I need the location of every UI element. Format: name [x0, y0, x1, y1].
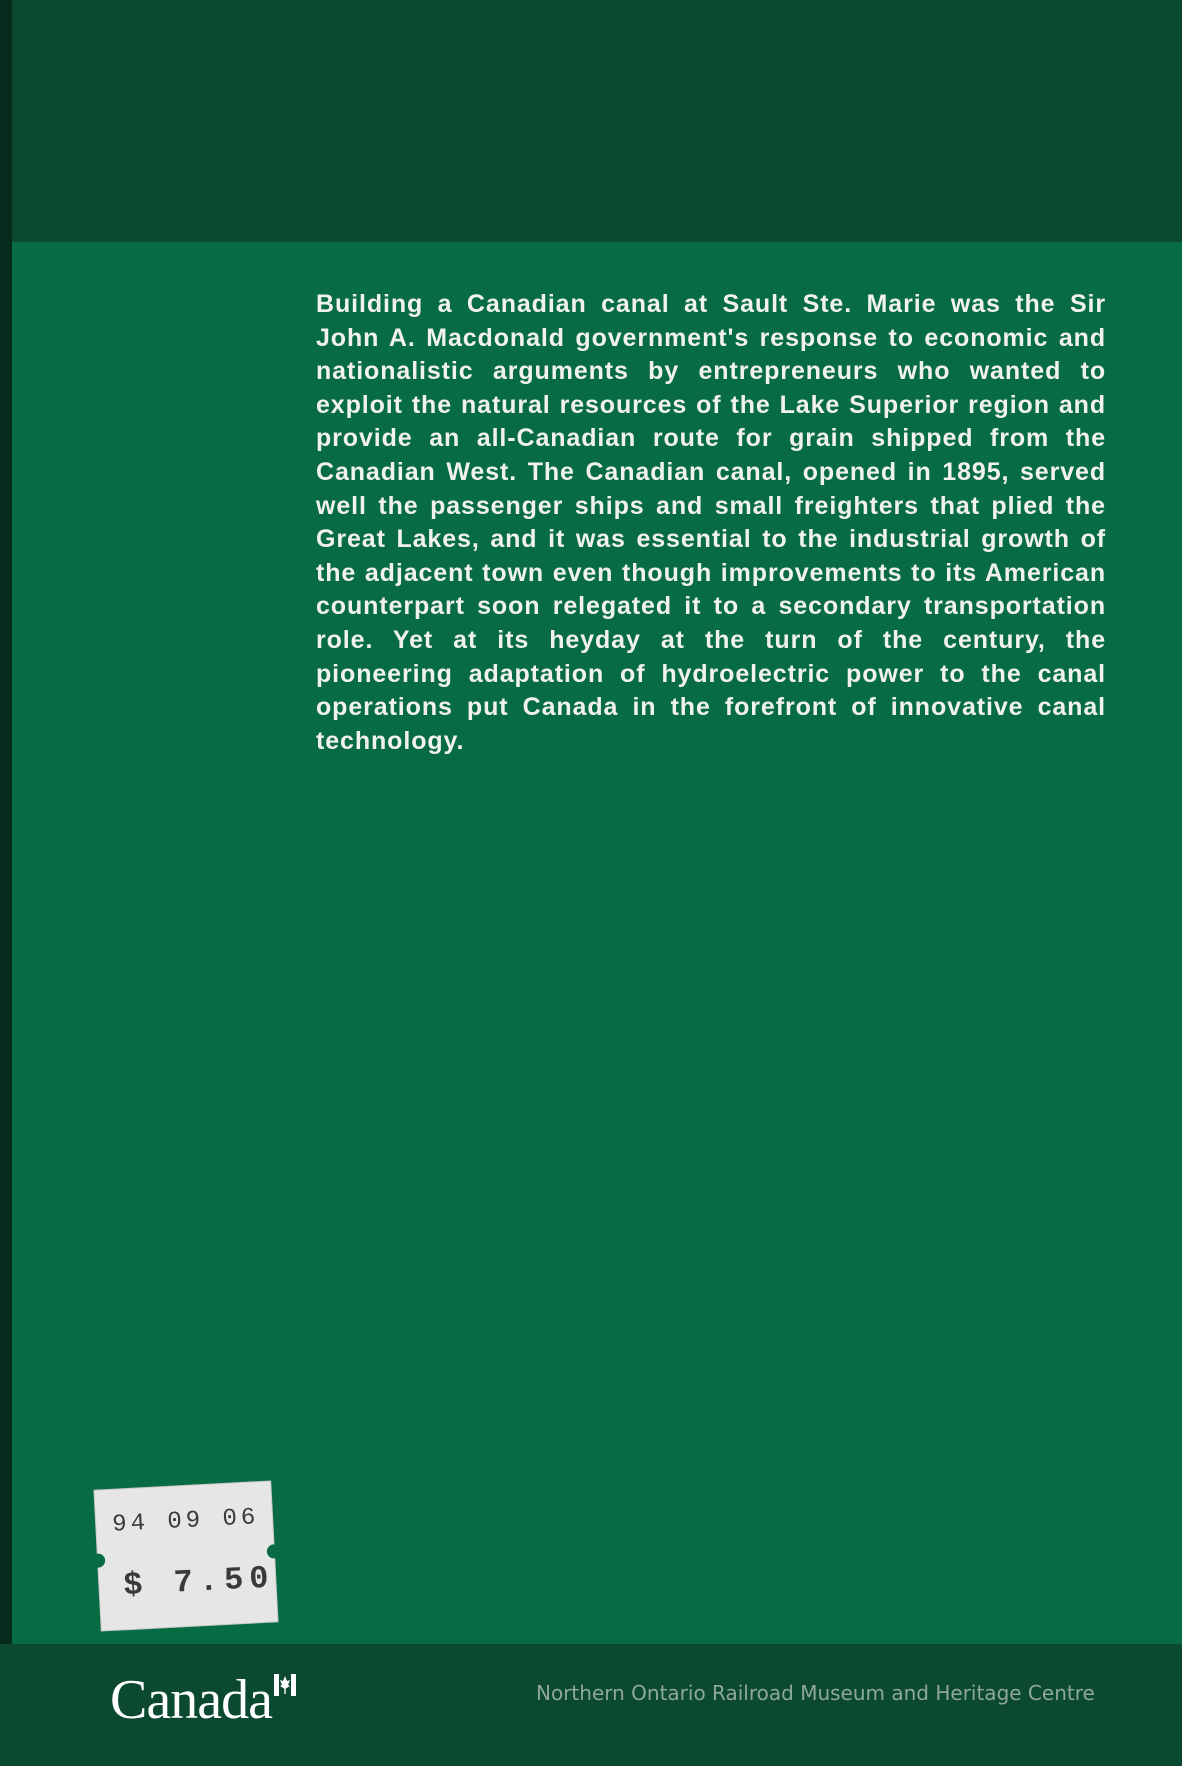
cover-blurb: Building a Canadian canal at Sault Ste. Marie was the Sir John A. Macdonald government's response to economic and nationalistic arguments by entrepreneurs who wanted to exploit the natural resources of the Lake Superior region and provide an all-Canadian route for grain shipped from the Canadian West. The Canadian canal, opened in 1895, served well the passenger ships and small freighters that plied the Great Lakes, and it was essential to the industrial growth of the adjacent town even though improvements to its American counterpart soon relegated it to a secondary transportation role. Yet at its heyday at the turn of the century, the pioneering adaptation of hydroelectric power to the canal operations put Canada in the forefront of innovative canal technology.	[316, 290, 1106, 755]
canada-wordmark-text: Canada	[110, 1669, 272, 1731]
price-sticker	[94, 1481, 277, 1630]
sticker-date: 94 09 06	[111, 1504, 261, 1539]
flag-icon	[274, 1674, 296, 1696]
sticker-notch	[91, 1553, 106, 1568]
top-dark-band	[0, 0, 1182, 242]
sticker-notch	[267, 1544, 282, 1559]
spine-edge	[0, 0, 12, 1766]
canada-wordmark-logo	[110, 1668, 296, 1732]
sticker-price: $ 7.50	[122, 1559, 276, 1605]
museum-credit: Northern Ontario Railroad Museum and Heritage Centre	[536, 1681, 1095, 1705]
